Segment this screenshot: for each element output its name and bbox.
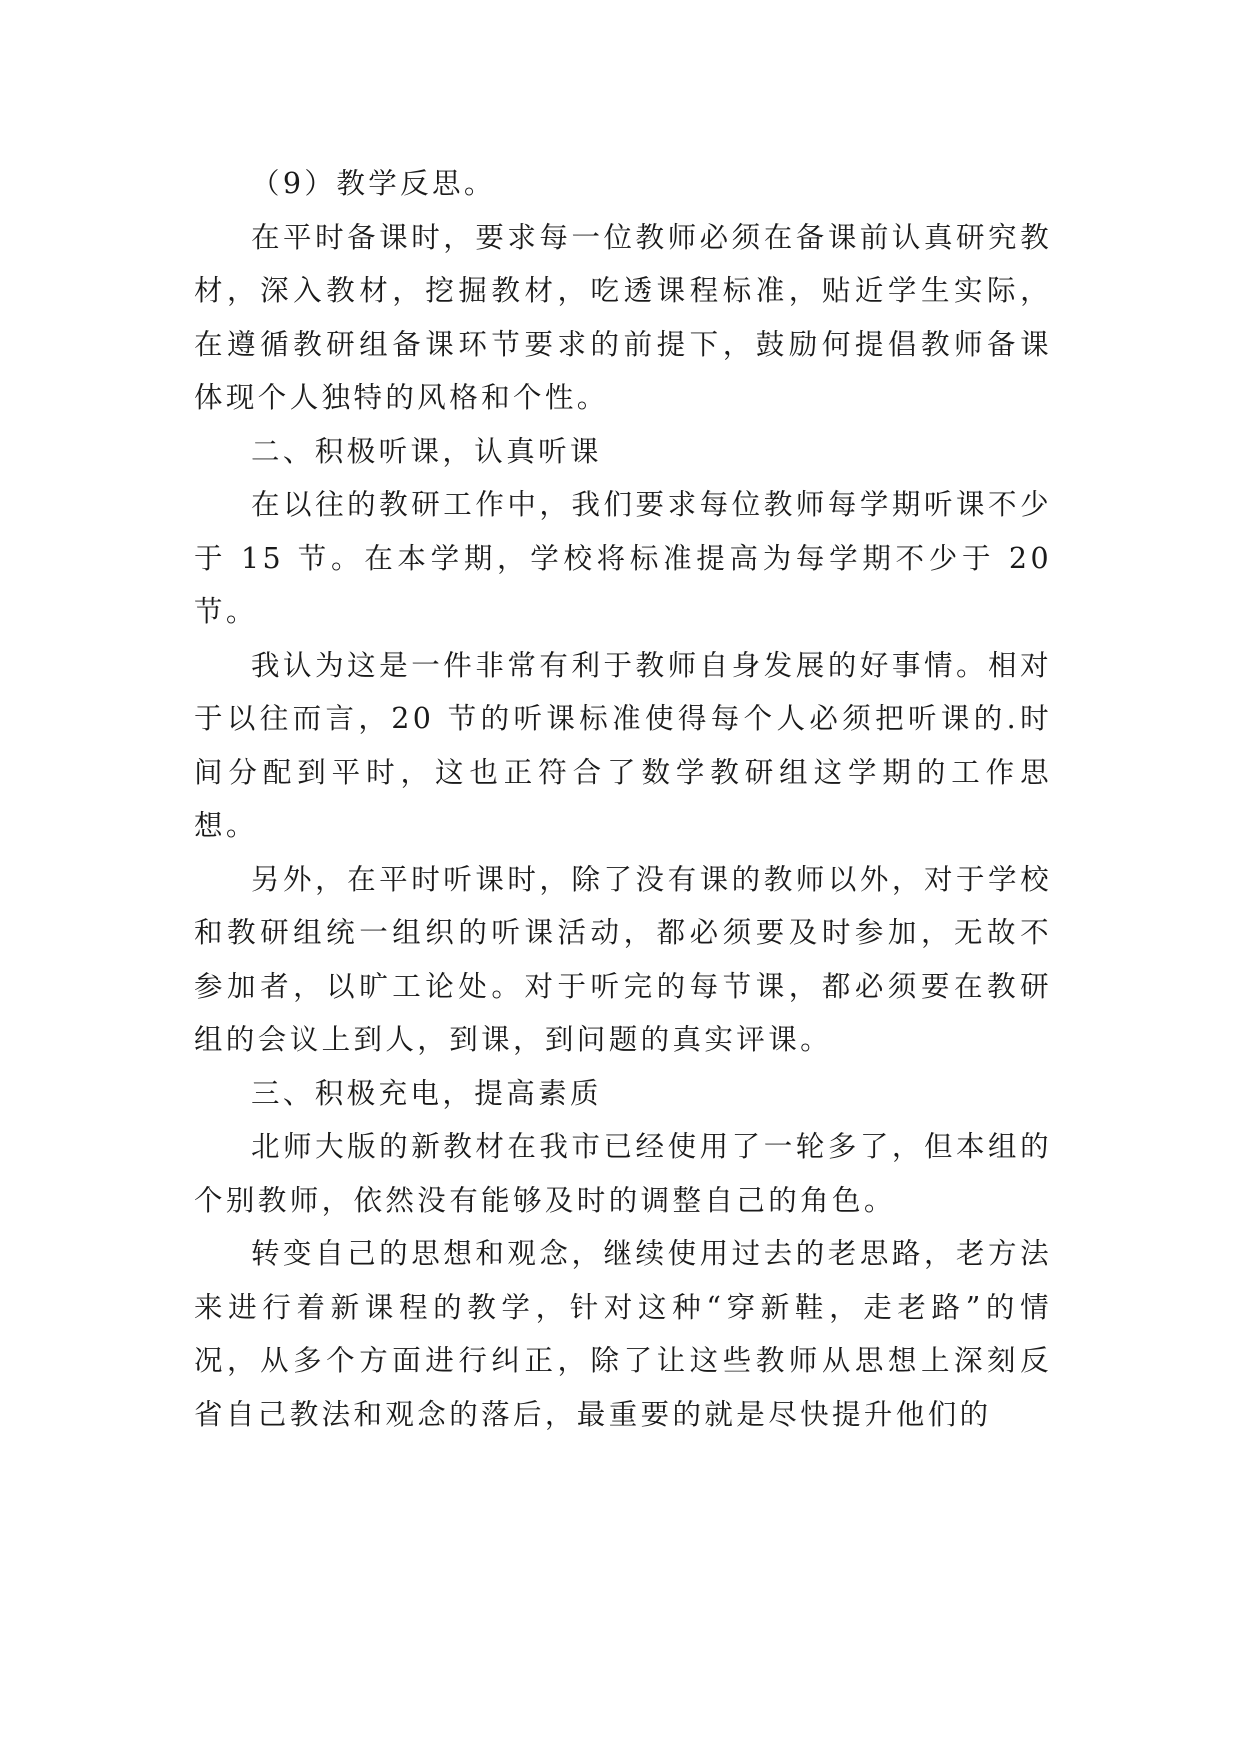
document-body bbox=[194, 157, 1052, 1441]
paragraph-mindset-change: 转变自己的思想和观念，继续使用过去的老思路，老方法来进行着新课程的教学，针对这种“穿新鞋，走老路”的情况，从多个方面进行纠正，除了让这些教师从思想上深刻反省自己教法和观念的落后，最重要的就是尽快提升他们的 bbox=[194, 1237, 1052, 1431]
section-heading-2: 二、积极听课，认真听课 bbox=[251, 434, 602, 468]
paragraph-attendance-rules: 另外，在平时听课时，除了没有课的教师以外，对于学校和教研组统一组织的听课活动，都必须要及时参加，无故不参加者，以旷工论处。对于听完的每节课，都必须要在教研组的会议上到人，到课，到问题的真实评课。 bbox=[194, 862, 1052, 1056]
list-item-reflection: （9）教学反思。 bbox=[251, 167, 496, 200]
paragraph-attendance-requirement: 在以往的教研工作中，我们要求每位教师每学期听课不少于 15 节。在本学期，学校将标准提高为每学期不少于 20 节。 bbox=[194, 488, 1052, 628]
section-heading-3: 三、积极充电，提高素质 bbox=[251, 1076, 602, 1110]
paragraph-opinion: 我认为这是一件非常有利于教师自身发展的好事情。相对于以往而言，20 节的听课标准使得每个人必须把听课的.时间分配到平时，这也正符合了数学教研组这学期的工作思想。 bbox=[194, 648, 1052, 842]
paragraph-new-textbook: 北师大版的新教材在我市已经使用了一轮多了，但本组的个别教师，依然没有能够及时的调整自己的角色。 bbox=[194, 1130, 1052, 1217]
paragraph-lesson-prep: 在平时备课时，要求每一位教师必须在备课前认真研究教材，深入教材，挖掘教材，吃透课程标准，贴近学生实际，在遵循教研组备课环节要求的前提下，鼓励何提倡教师备课体现个人独特的风格和个性。 bbox=[194, 220, 1052, 414]
